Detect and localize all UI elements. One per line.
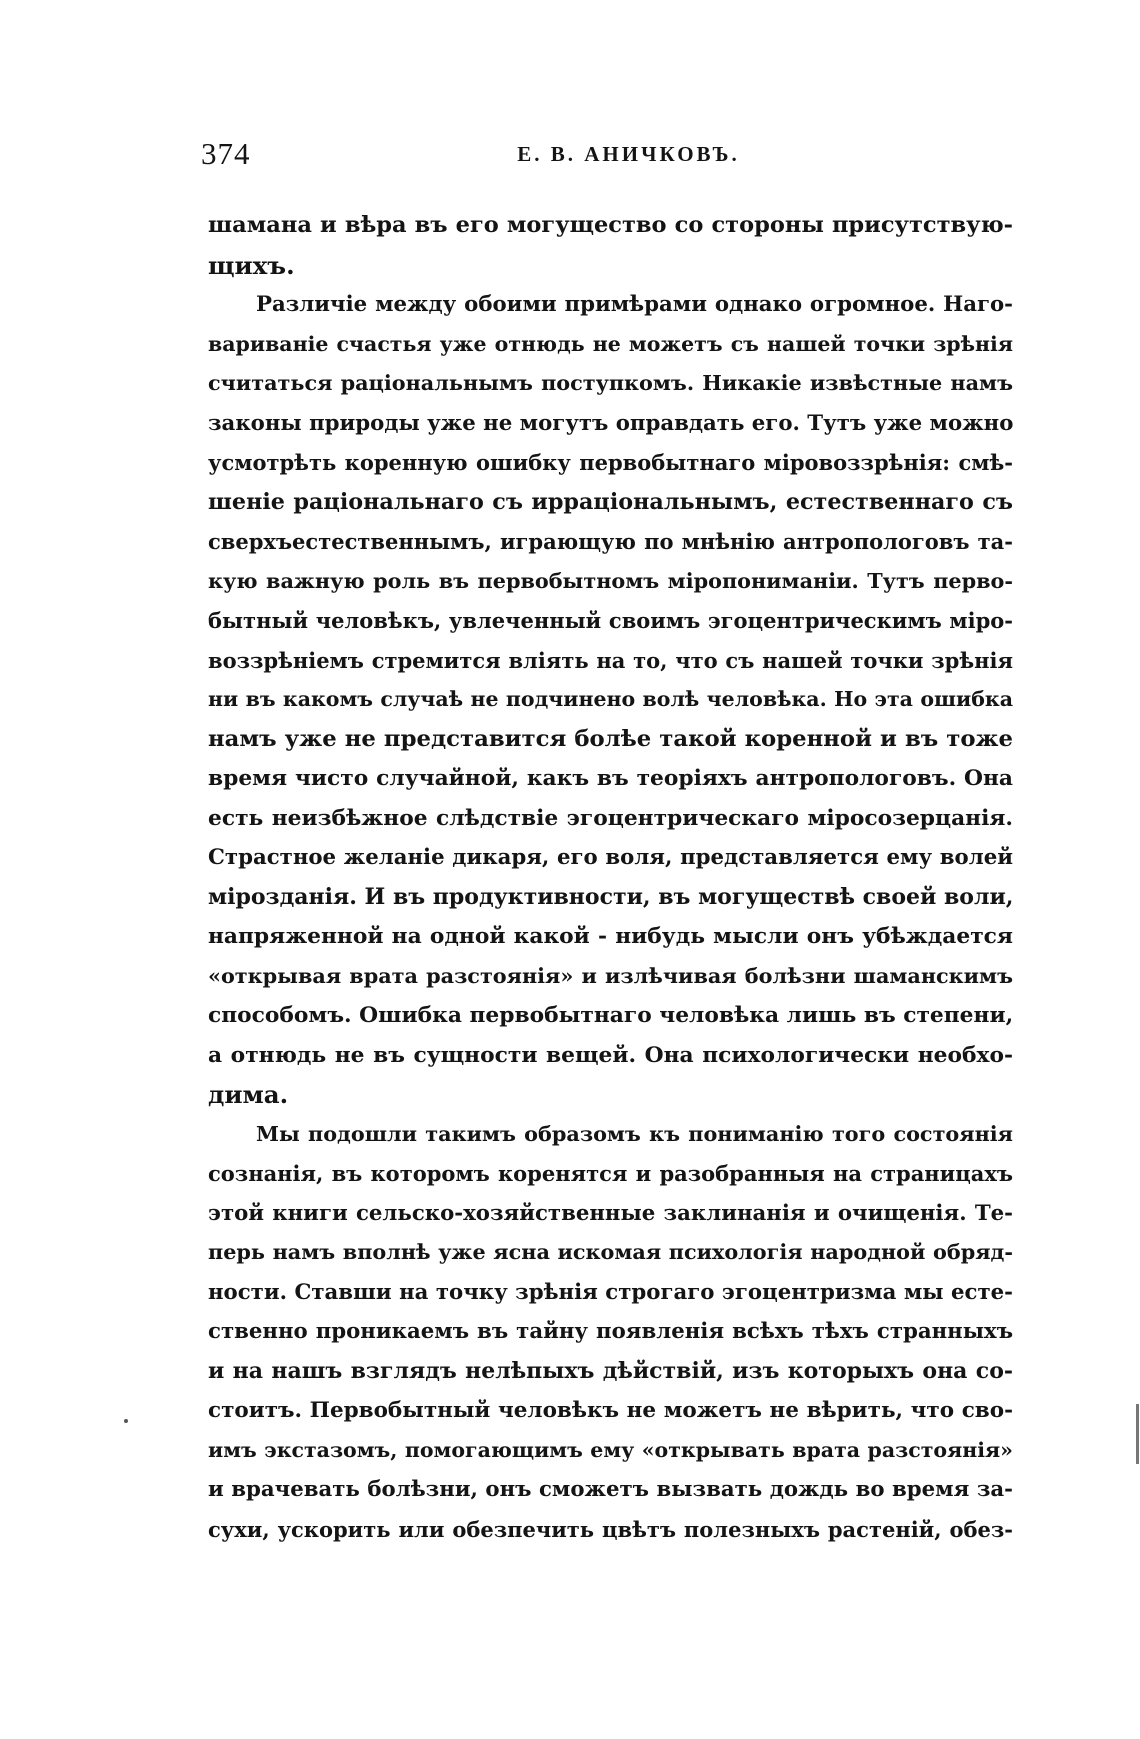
text-line: кую важную роль въ первобытномъ міропониманіи. Тутъ перво- [208,568,1013,593]
text-line: сухи, ускорить или обезпечить цвѣтъ полезныхъ растеній, обез- [208,1516,1013,1542]
paragraph [208,285,1013,1115]
text-line: Страстное желаніе дикаря, его воля, представляется ему волей [208,845,1013,870]
text-line: шеніе раціональнаго съ ирраціональнымъ, естественнаго съ [208,488,1013,515]
text-line: законы природы уже не могутъ оправдать его. Тутъ уже можно [208,410,1013,436]
text-line: бытный человѣкъ, увлеченный своимъ эгоцентрическимъ міро- [208,608,1013,633]
text-line: щихъ. [208,250,295,280]
text-line: этой книги сельско-хозяйственные заклинанія и очищенія. Те- [208,1200,1013,1226]
text-line: и врачевать болѣзни, онъ сможетъ вызвать дождь во время за- [208,1477,1013,1502]
text-line: мірозданія. И въ продуктивности, въ могуществѣ своей воли, [208,883,1013,910]
text-line: Различіе между обоими примѣрами однако огромное. Наго- [256,292,1013,317]
text-line: воззрѣніемъ стремится вліять на то, что съ нашей точки зрѣнія [208,647,1013,673]
text-line: считаться раціональнымъ поступкомъ. Никакіе извѣстные намъ [208,371,1013,395]
text-line: Мы подошли такимъ образомъ къ пониманію того состоянія [256,1121,1013,1146]
scan-edge-mark [1136,1404,1139,1464]
text-line: намъ уже не представится болѣе такой коренной и въ тоже [208,725,1013,752]
scan-speck [124,1419,128,1423]
text-line: дима. [208,1080,289,1109]
text-line: способомъ. Ошибка первобытнаго человѣка лишь въ степени, [208,1003,1013,1028]
text-line: вариваніе счастья уже отнюдь не можетъ съ нашей точки зрѣнія [208,331,1013,356]
page-number: 374 [201,136,251,171]
text-line: ственно проникаемъ въ тайну появленія всѣхъ тѣхъ странныхъ [208,1319,1013,1344]
text-line: стоитъ. Первобытный человѣкъ не можетъ не вѣрить, что сво- [208,1398,1013,1423]
text-line: усмотрѣть коренную ошибку первобытнаго міровоззрѣнія: смѣ- [208,450,1013,475]
text-line: напряженной на одной какой - нибудь мысли онъ убѣждается [208,924,1013,949]
text-line: «открывая врата разстоянія» и излѣчивая болѣзни шаманскимъ [208,963,1013,988]
running-title: Е. В. АНИЧКОВЪ. [517,142,740,166]
text-line: ни въ какомъ случаѣ не подчинено волѣ человѣка. Но эта ошибка [208,687,1013,711]
text-line: шамана и вѣра въ его могущество со стороны присутствую- [208,212,1013,238]
text-line: и на нашъ взглядъ нелѣпыхъ дѣйствій, изъ которыхъ она со- [208,1357,1013,1384]
text-line: перь намъ вполнѣ уже ясна искомая психологія народной обряд- [208,1240,1013,1264]
text-line: есть неизбѣжное слѣдствіе эгоцентрическаго міросозерцанія. [208,805,1013,831]
running-head [201,134,1016,178]
paragraph [208,206,1013,285]
body-text [208,206,1013,1549]
text-line: а отнюдь не въ сущности вещей. Она психологически необхо- [208,1042,1013,1068]
paragraph [208,1115,1013,1550]
text-line: имъ экстазомъ, помогающимъ ему «открывать врата разстоянія» [208,1437,1013,1462]
text-line: ности. Ставши на точку зрѣнія строгаго эгоцентризма мы есте- [208,1279,1013,1305]
text-line: сознанія, въ которомъ коренятся и разобранныя на страницахъ [208,1161,1013,1186]
text-line: время чисто случайной, какъ въ теоріяхъ антропологовъ. Она [208,766,1013,791]
text-line: сверхъестественнымъ, играющую по мнѣнію антропологовъ та- [208,529,1013,554]
